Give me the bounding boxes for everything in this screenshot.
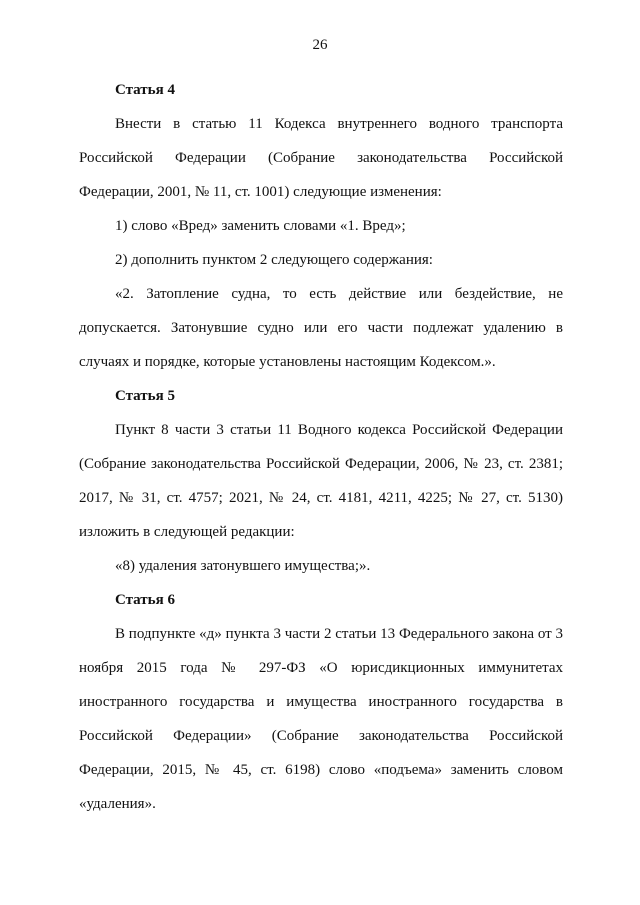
article-5-paragraph-2: «8) удаления затонувшего имущества;».: [115, 558, 371, 574]
article-heading-5: Статья 5: [115, 388, 175, 404]
article-heading-6: Статья 6: [115, 592, 175, 608]
article-6-paragraph-1: В подпункте «д» пункта 3 части 2 статьи 13 Федерального закона от 3 ноября 2015 года № 297-ФЗ «О юрисдикционных иммунитетах иностранного государства и имущества иностранного государства в Российской Федерации» (Собрание законодательства Российской Федерации, 2015, № 45, ст. 6198) слово «подъема» заменить словом «удаления».: [79, 626, 563, 812]
article-4-paragraph-3: 2) дополнить пунктом 2 следующего содержания:: [115, 252, 433, 268]
article-5-paragraph-1: Пункт 8 части 3 статьи 11 Водного кодекса Российской Федерации (Собрание законодательства Российской Федерации, 2006, № 23, ст. 2381; 2017, № 31, ст. 4757; 2021, № 24, ст. 4181, 4211, 4225; № 27, ст. 5130) изложить в следующей редакции:: [79, 422, 563, 540]
article-4-paragraph-2: 1) слово «Вред» заменить словами «1. Вред»;: [115, 218, 406, 234]
document-body: [79, 73, 563, 821]
page-number: 26: [312, 37, 328, 53]
article-4-paragraph-4: «2. Затопление судна, то есть действие или бездействие, не допускается. Затонувшие судно или его части подлежат удалению в случаях и порядке, которые установлены настоящим Кодексом.».: [79, 286, 563, 370]
article-4-paragraph-1: Внести в статью 11 Кодекса внутреннего водного транспорта Российской Федерации (Собрание законодательства Российской Федерации, 2001, № 11, ст. 1001) следующие изменения:: [79, 116, 563, 200]
article-heading-4: Статья 4: [115, 82, 175, 98]
